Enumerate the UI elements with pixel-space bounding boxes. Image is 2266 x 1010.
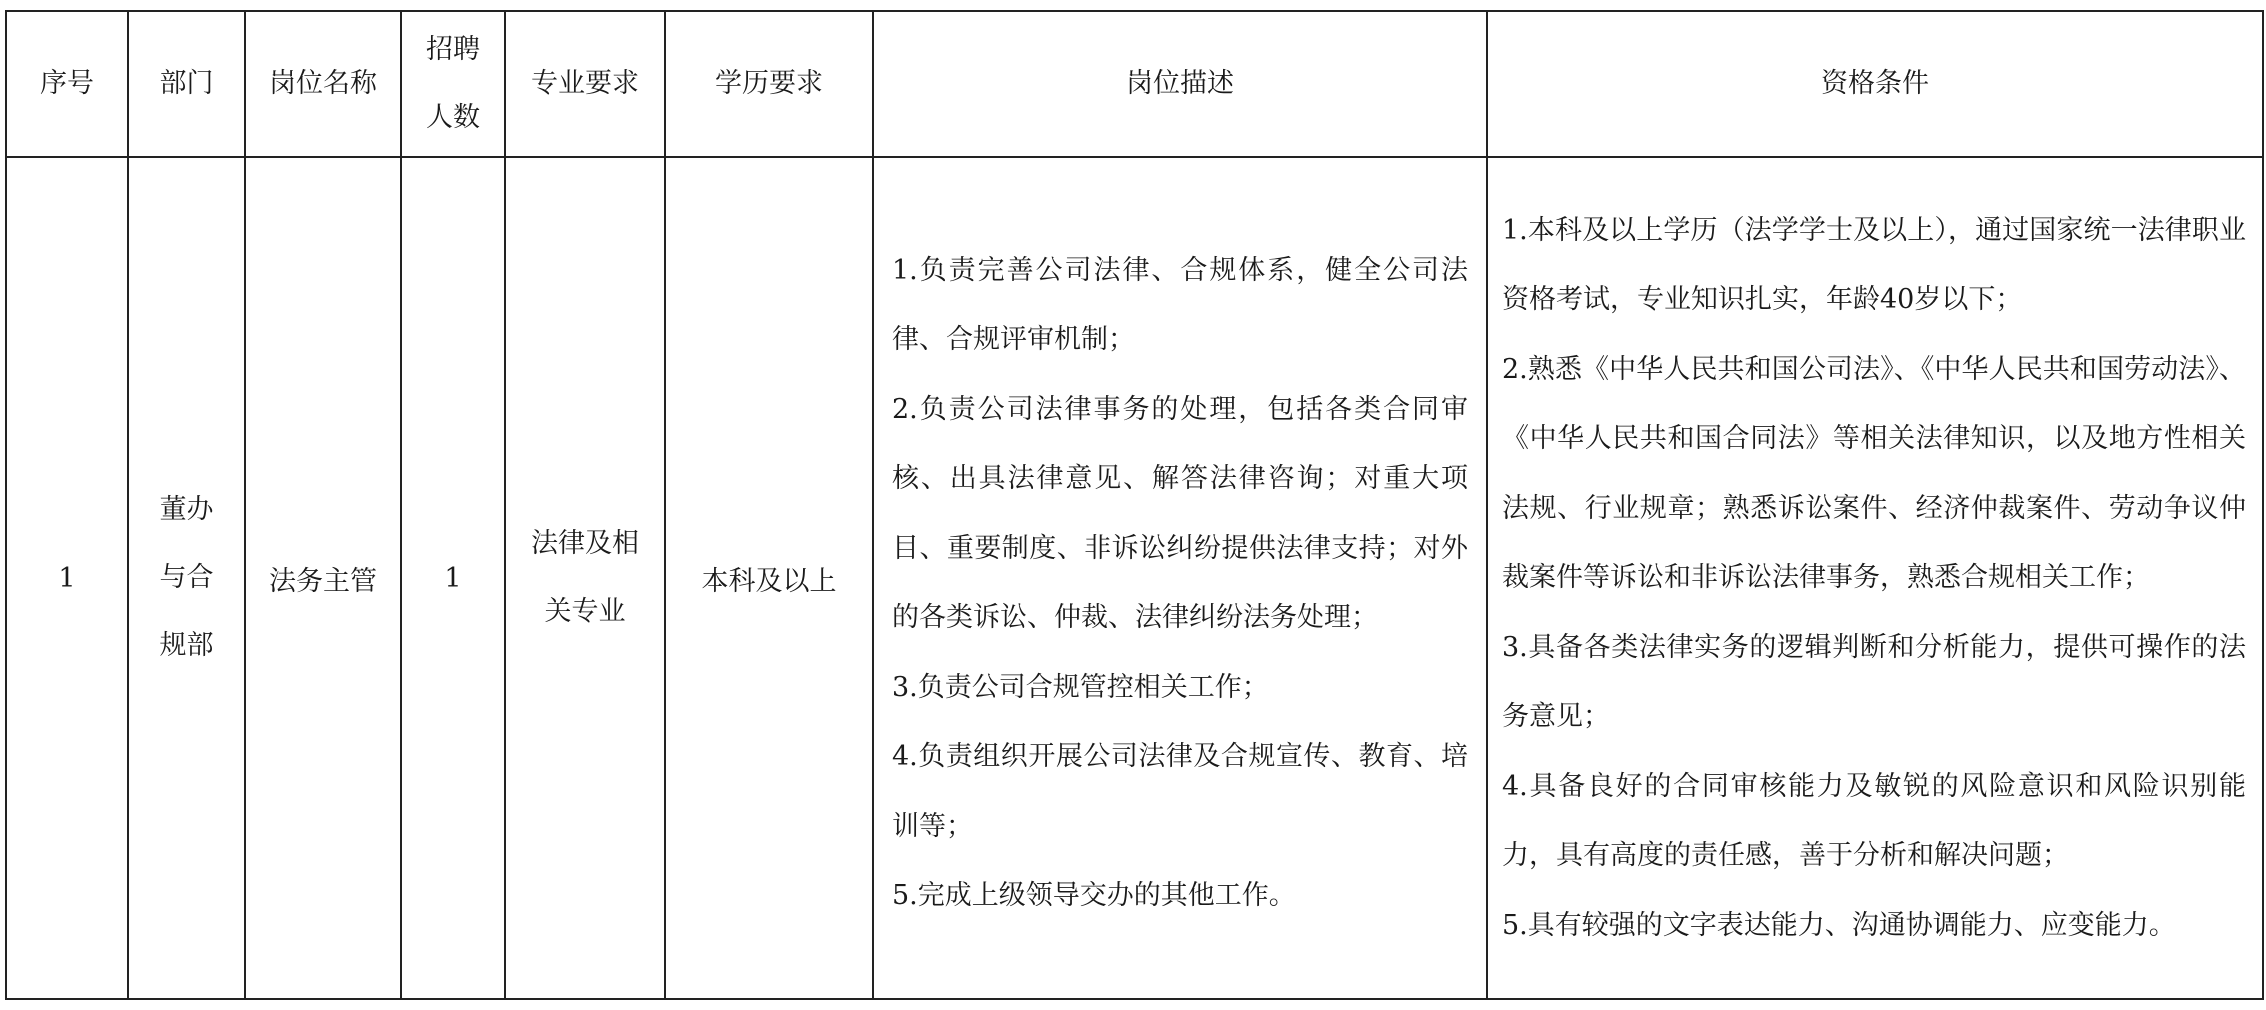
cell-seq: 1 (6, 157, 128, 999)
cell-dept-line: 董办 (159, 494, 214, 525)
qualification-item: 4.具备良好的合同审核能力及敏锐的风险意识和风险识别能力，具有高度的责任感，善于分析和解决问题； (1502, 770, 2246, 872)
cell-education: 本科及以上 (665, 157, 873, 999)
cell-major-line: 关专业 (544, 596, 626, 627)
header-description: 岗位描述 (873, 11, 1487, 157)
description-item: 4.负责组织开展公司法律及合规宣传、教育、培训等； (892, 741, 1468, 842)
header-education: 学历要求 (665, 11, 873, 157)
header-major: 专业要求 (505, 11, 665, 157)
header-dept: 部门 (128, 11, 245, 157)
header-count-line1: 招聘 (426, 34, 480, 65)
cell-description (873, 157, 1487, 999)
description-item: 1.负责完善公司法律、合规体系，健全公司法律、合规评审机制； (892, 254, 1468, 355)
qualification-item: 1.本科及以上学历（法学学士及以上），通过国家统一法律职业资格考试，专业知识扎实，年龄40岁以下； (1502, 214, 2246, 316)
header-seq: 序号 (6, 11, 128, 157)
cell-dept-line: 规部 (159, 630, 214, 661)
header-count-line2: 人数 (426, 102, 480, 133)
description-item: 3.负责公司合规管控相关工作； (892, 671, 1269, 703)
qualification-item: 3.具备各类法律实务的逻辑判断和分析能力，提供可操作的法务意见； (1502, 631, 2246, 733)
cell-position: 法务主管 (245, 157, 401, 999)
table-row (6, 157, 2263, 999)
recruitment-table (5, 10, 2264, 1000)
cell-dept-line: 与合 (159, 562, 214, 593)
header-count (401, 11, 505, 157)
header-qualifications: 资格条件 (1487, 11, 2263, 157)
cell-major-line: 法律及相 (531, 528, 639, 559)
cell-dept (128, 157, 245, 999)
header-position: 岗位名称 (245, 11, 401, 157)
cell-qualifications (1487, 157, 2263, 999)
header-row (6, 11, 2263, 157)
cell-major (505, 157, 665, 999)
qualification-item: 2.熟悉《中华人民共和国公司法》、《中华人民共和国劳动法》、《中华人民共和国合同法》等相关法律知识，以及地方性相关法规、行业规章；熟悉诉讼案件、经济仲裁案件、劳动争议仲裁案件等诉讼和非诉讼法律事务，熟悉合规相关工作； (1502, 353, 2246, 594)
cell-count: 1 (401, 157, 505, 999)
description-item: 2.负责公司法律事务的处理，包括各类合同审核、出具法律意见、解答法律咨询；对重大项目、重要制度、非诉讼纠纷提供法律支持；对外的各类诉讼、仲裁、法律纠纷法务处理； (892, 393, 1468, 633)
description-item: 5.完成上级领导交办的其他工作。 (892, 880, 1296, 911)
qualification-item: 5.具有较强的文字表达能力、沟通协调能力、应变能力。 (1502, 909, 2176, 941)
